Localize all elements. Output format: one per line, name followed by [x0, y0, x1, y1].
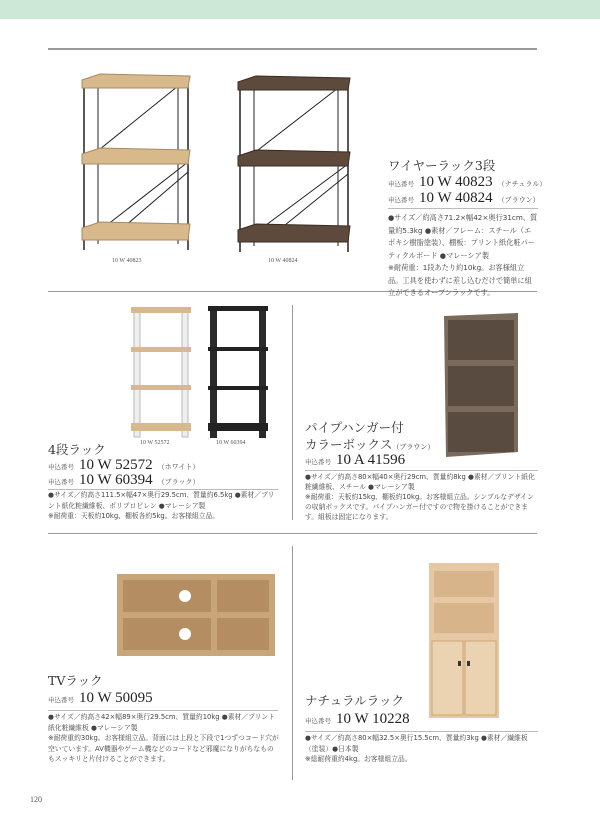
product-title-line2	[305, 435, 434, 453]
product-title: パイプハンガー付	[305, 420, 404, 435]
wire-rack-brown-image	[238, 76, 350, 252]
product-title: 4段ラック	[48, 442, 106, 457]
code-variant: （ブラック）	[157, 478, 200, 486]
four-tier-rack-images	[128, 305, 278, 440]
product-title: ワイヤーラック3段	[388, 158, 496, 173]
product-description	[305, 472, 538, 522]
code-number: 10 W 40824	[419, 190, 493, 206]
code-number: 10 W 50095	[79, 690, 153, 706]
natural-rack-image	[427, 561, 501, 721]
product-description	[305, 733, 538, 765]
spec-text: ●サイズ／約高さ111.5×幅47×奥行29.5cm、質量約6.5kg ●素材／プリント紙化粧繊維板、ポリプロピレン ●マレーシア製	[48, 491, 275, 510]
code-label: 申込番号	[48, 696, 74, 704]
title-text: カラーボックス	[305, 437, 393, 452]
spec-text: ●サイズ／約高さ80×幅40×奥行29cm、質量約8kg ●素材／プリント紙化粧繊維板、スチール ●マレーシア製	[305, 473, 535, 491]
divider	[48, 710, 278, 711]
divider	[48, 533, 537, 534]
image-caption: 10 W 40824	[268, 258, 298, 264]
code-label: 申込番号	[48, 478, 74, 486]
spec-text: ●サイズ／約高さ42×幅89×奥行29.5cm、質量約10kg ●素材／プリント紙化粧繊維板 ●マレーシア製	[48, 713, 276, 732]
divider	[305, 731, 538, 732]
note-text: ※耐荷重約30kg。お客様組立品。背面には上段と下段で1つずつコード穴が空いています。AV機器やゲーム機などのコードなど邪魔になりがちなものもスッキリと片付けることができます。	[48, 734, 279, 763]
product-code	[388, 190, 540, 207]
four-tier-rack-white-image	[131, 307, 191, 437]
wire-rack-natural-image	[82, 74, 190, 250]
wire-rack-images	[78, 72, 358, 257]
divider	[388, 208, 538, 209]
product-code	[48, 472, 200, 489]
code-number: 10 W 60394	[79, 472, 153, 488]
code-label: 申込番号	[388, 196, 414, 204]
code-number: 10 A 41596	[336, 452, 406, 468]
product-code	[388, 174, 546, 191]
code-label: 申込番号	[388, 180, 414, 188]
product-code	[305, 711, 410, 728]
spec-text: ●サイズ／約高さ71.2×幅42×奥行31cm、質量約5.3kg ●素材／フレーム：スチール（エポキシ樹脂塗装）、棚板：プリント紙化粧パーティクルボード ●マレーシア製	[388, 213, 538, 260]
divider	[292, 305, 293, 520]
divider	[48, 48, 537, 50]
color-box-image	[442, 312, 522, 458]
product-title: TVラック	[48, 673, 103, 688]
product-code	[305, 452, 405, 469]
spec-text: ●サイズ／約高さ80×幅32.5×奥行15.5cm、質量約3kg ●素材／繊維板（塗装）●日本製	[305, 734, 528, 753]
product-description	[48, 712, 280, 765]
tv-rack-image	[115, 572, 277, 658]
code-variant: （ブラウン）	[497, 196, 540, 204]
page-number: 120	[30, 795, 42, 804]
product-code	[48, 690, 153, 707]
image-caption: 10 W 60394	[216, 440, 246, 446]
code-label: 申込番号	[305, 717, 331, 725]
product-title: ナチュラルラック	[305, 693, 405, 708]
product-description	[388, 212, 538, 300]
image-caption: 10 W 52572	[140, 440, 170, 446]
code-label: 申込番号	[305, 458, 331, 466]
divider	[292, 546, 293, 780]
note-text: ※耐荷重：1段あたり約10kg。お客様組立品。工具を使わずに差し込むだけで簡単に組立ができるオープンラックです。	[388, 263, 532, 297]
note-text: ※総耐荷重約4kg。お客様組立品。	[305, 755, 412, 763]
product-description	[48, 490, 280, 522]
divider	[305, 470, 538, 471]
code-number: 10 W 10228	[336, 711, 410, 727]
note-text: ※耐荷重：天板約10kg、棚板各約5kg。お客様組立品。	[48, 512, 220, 520]
code-number: 10 W 52572	[79, 457, 153, 473]
four-tier-rack-black-image	[208, 306, 268, 438]
code-number: 10 W 40823	[419, 174, 493, 190]
title-variant: （ブラウン）	[392, 443, 435, 451]
note-text: ※耐荷重：天板約15kg、棚板約10kg。お客様組立品。シンプルなデザインの収納ボックスです。パイプハンガー付ですので物を掛けることができます。組板は固定になります。	[305, 493, 534, 521]
code-variant: （ホワイト）	[157, 463, 200, 471]
header-band	[0, 0, 600, 19]
code-label: 申込番号	[48, 463, 74, 471]
code-variant: （ナチュラル）	[497, 180, 547, 188]
image-caption: 10 W 40823	[112, 258, 142, 264]
